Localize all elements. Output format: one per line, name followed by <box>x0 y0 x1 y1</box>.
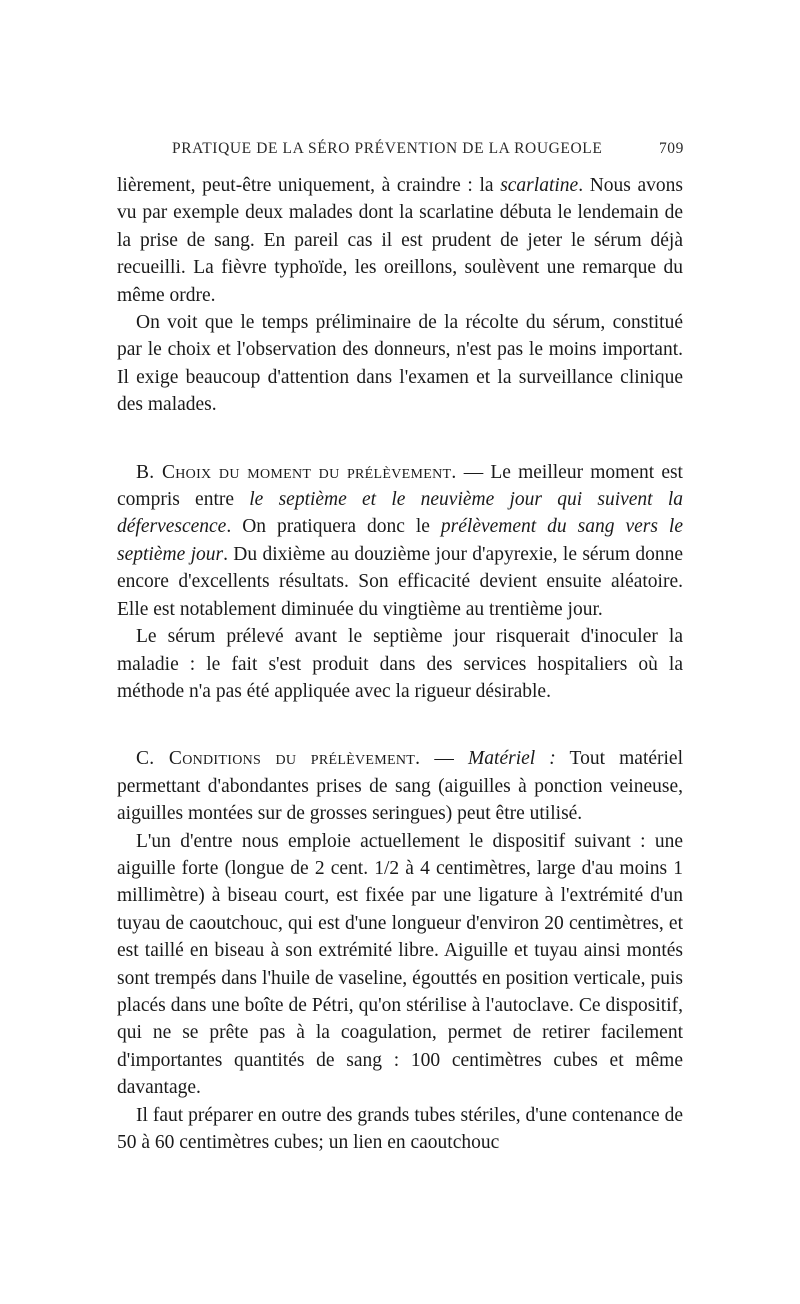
italic-run: scarlatine <box>500 175 579 196</box>
page-body <box>117 172 683 1156</box>
text-run: — <box>420 748 469 770</box>
paragraph: Le sérum prélevé avant le septième jour risquerait d'inoculer la maladie : le fait s'est produit dans des services hospitaliers où la méthode n'a pas été appliquée avec la rigueur désirable. <box>117 626 683 702</box>
italic-run: Matériel : <box>468 748 556 770</box>
text-run: lièrement, peut-être uniquement, à craindre : la <box>117 175 501 196</box>
italic-run: prélèvement du sang vers le septième jour <box>117 516 683 565</box>
paragraph: Il faut préparer en outre des grands tubes stériles, d'une contenance de 50 à 60 centimètres cubes; un lien en caoutchouc <box>117 1104 683 1153</box>
paragraph-continuation <box>117 172 683 309</box>
text-run: Tout matériel permettant d'abondantes prises de sang (aiguilles à ponction veineuse, aiguilles montées sur de grosses seringues) peut être utilisé. <box>117 748 684 825</box>
text-run: . Nous avons vu par exemple deux malades dont la scarlatine débuta le lendemain de la prise de sang. En pareil cas il est prudent de jeter le sérum déjà recueilli. La fièvre typhoïde, les oreillons, soulèvent une remarque du même ordre. <box>117 175 683 306</box>
section-b-paragraph <box>117 459 683 623</box>
italic-run: le septième et le neuvième jour qui suivent la défervescence <box>117 489 684 538</box>
paragraph: L'un d'entre nous emploie actuellement le dispositif suivant : une aiguille forte (longue de 2 cent. 1/2 à 4 centimètres, large d'au moins 1 millimètre) à biseau court, est fixée par une ligature à l'extrémité d'un tuyau de caoutchouc, qui est d'une longueur d'environ 20 centimètres, et est taillé en biseau à son extrémité libre. Aiguille et tuyau ainsi montés sont trempés dans l'huile de vaseline, égouttés en position verticale, puis placés dans une boîte de Pétri, qu'on stérilise à l'autoclave. Ce dispositif, qui ne se prête pas à la coagulation, permet de retirer facilement d'importantes quantités de sang : 100 centimètres cubes et même davantage. <box>117 830 683 1099</box>
text-run: . On pratiquera donc le <box>226 516 441 538</box>
running-header <box>172 140 684 158</box>
paragraph: On voit que le temps préliminaire de la récolte du sérum, constitué par le choix et l'observation des donneurs, n'est pas le moins important. Il exige beaucoup d'attention dans l'examen et la surveillance clinique des malades. <box>117 312 683 416</box>
page-number: 709 <box>658 140 684 157</box>
section-c-heading: C. Conditions du prélèvement. <box>136 748 421 770</box>
section-c-paragraph <box>117 745 683 827</box>
running-title: PRATIQUE DE LA SÉRO PRÉVENTION DE LA ROUGEOLE <box>172 140 603 157</box>
section-b-heading: B. Choix du moment du prélèvement. <box>136 461 457 483</box>
text-run: . Du dixième au douzième jour d'apyrexie, le sérum donne encore d'excellents résultats. Son efficacité devient ensuite aléatoire. Elle est notablement diminuée du vingtième au trentième jour. <box>117 543 683 620</box>
text-run: — Le meilleur moment est compris entre <box>117 461 683 511</box>
